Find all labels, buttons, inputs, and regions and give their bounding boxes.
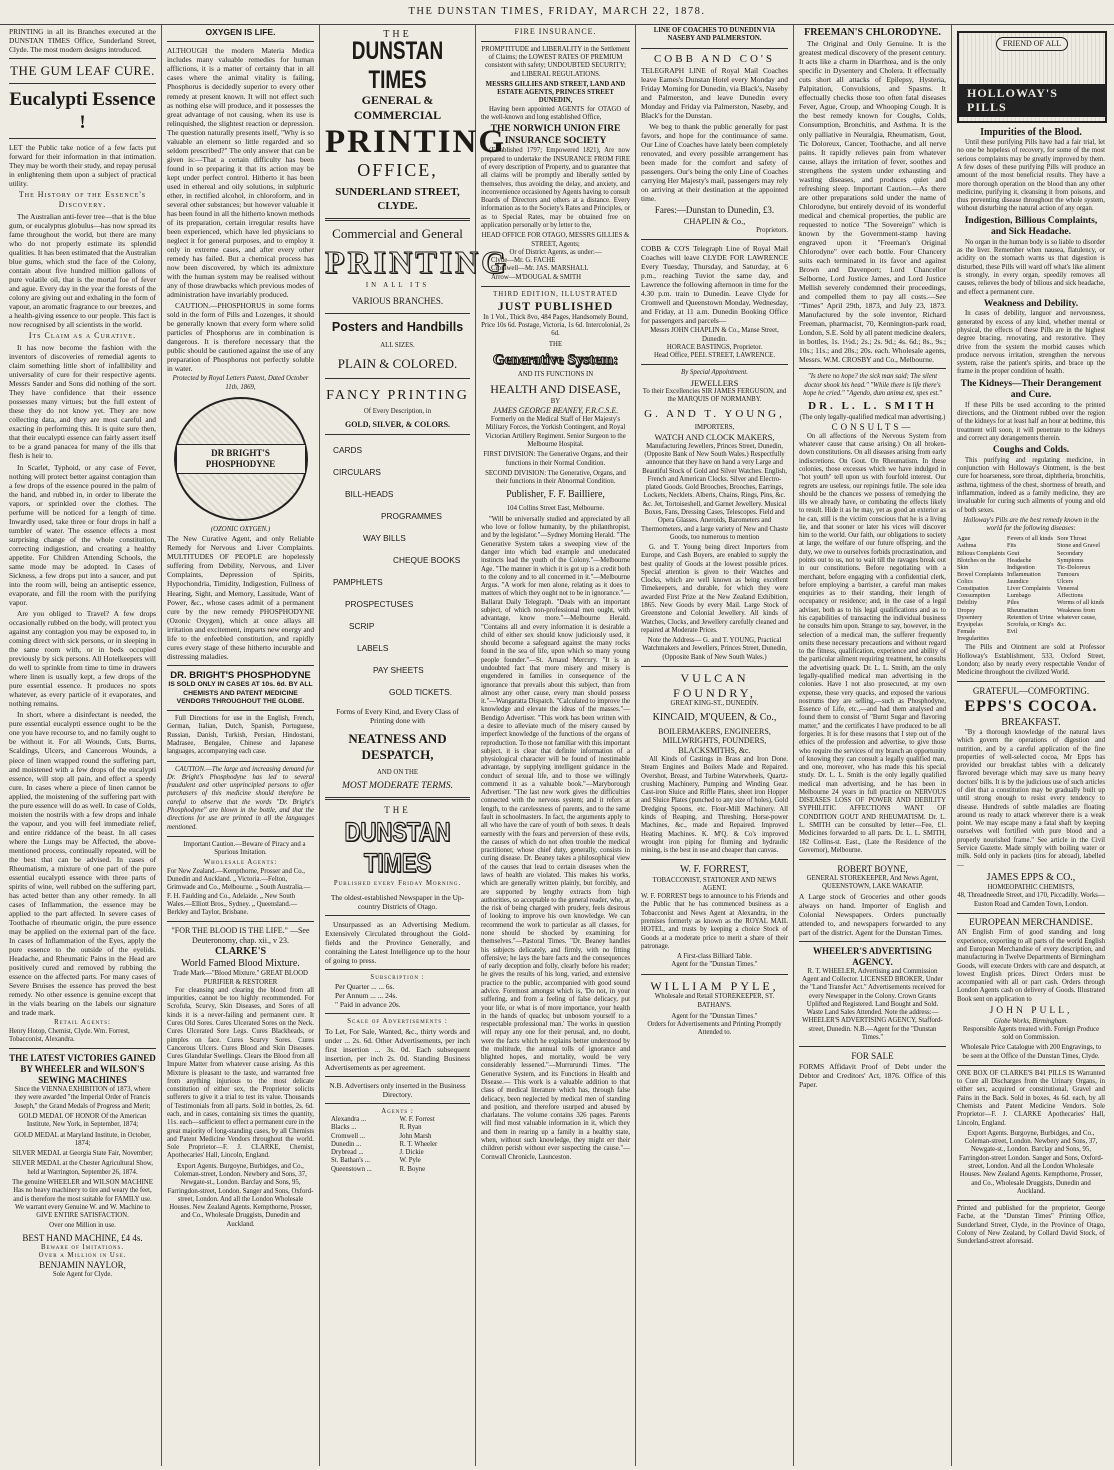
agent-name: R. Ryan [399,1124,422,1132]
naylor: BENJAMIN NAYLOR, [39,1260,126,1271]
chaplin: CHAPLIN & Co., [683,216,746,227]
billiard: A First-class Billiard Table. [677,953,752,961]
blood-mixture: World Famed Blood Mixture. [181,958,300,970]
impurities-text: Until these purifying Pills have had a fair trial, let no one be hopeless of recovery, for some of the most serious complaints may be greatly improved by them. A few doses of these purifying Pills will produce an amount of the most beneficial results. They have a more thorough operation on the blood than any other medicine, purifying it, cleansing it from poisons, and thus preventing disease throughout the whole system, without disturbing the natural action of any organ. [957,139,1105,213]
author-text: Formerly on the Medical Staff of Her Majesty's Military Forces, the Yorkish Contingent, and Royal Victorian Artillery Regiment. Senior Surgeon to the Melbourne Hospital. [485,416,626,449]
fire-title: FIRE INSURANCE. [514,27,597,36]
disease: Tic-Doloreux [1057,563,1091,571]
commercial-general: Commercial and General [332,226,463,242]
european-title: EUROPEAN MERCHANDISE. [968,917,1094,928]
printing-list [333,439,470,703]
for-sale: FOR SALE [851,1051,894,1062]
cobb-2-text: COBB & CO'S Telegraph Line of Royal Mail Coaches will leave CLYDE FOR LAWRENCE Every Tuesday, Thursday, and Saturday, at 6 p.m., reaching Tuviot the same day, and Lawrence the following afternoon in time for the 4.30 p.m. train to Dunedin. Leave Clyde for Cromwell and Queenstown Monday, Wednesday, and Friday, at 11 a.m. Dunedin Booking Office for passengers and parcels— [641,244,788,326]
forms-text: Forms of Every Kind, and Every Class of Printing done with [336,706,459,725]
office-heading: OFFICE, [357,160,438,181]
globe-works: Globe Works, Birmingham. [993,1017,1069,1025]
epps-title: EPPS'S COCOA. [964,698,1098,716]
list-item: LABELS [357,642,389,653]
gillies: MESSRS GILLIES AND STREET, LAND AND ESTATE AGENTS, PRINCES STREET DUNEDIN, [485,80,626,105]
coughs-text: This purifying and regulating medicine, in conjunction with Holloway's Ointment, is the best cure for hoarseness, sore throat, diphtheria, bronchitis, asthma, tightness of the chest, shortness of breath, and inflammation, indeed as a family medicine, they are invaluable for curing such ailments of young and old of both sexes. [957,456,1105,514]
eucalypti-intro: LET the Public take notice of a few facts put forward for their information in that intimation. They may be worth their study, and repay perusal in enlightening them upon a subject of practical utility. [9,143,156,189]
list-item: PAY SHEETS [373,664,424,675]
oldest: The oldest-established Newspaper in the Up-country Districts of Otago. [330,892,465,911]
diseases-col-c [1057,535,1105,642]
publisher: Publisher, F. F. Bailliere, [506,489,605,501]
list-item: PAMPHLETS [333,576,383,587]
disease: Fits [1007,542,1017,550]
printing-heading: PRINTING [325,124,507,161]
disease: Dysentery [957,613,983,621]
agents-table [325,1116,470,1174]
disease: Jaundice [1007,578,1029,586]
disease: Asthma [957,542,977,550]
page-masthead: THE DUNSTAN TIMES, FRIDAY, MARCH 22, 1878. [0,0,1114,25]
disease: Dropsy [957,606,976,614]
young-text-2: G. and T. Young being direct Importers from Europe, and Cash Buyers, are enabled to supply the best quality of Goods at the lowest possible prices. Special attention is given to their Watches and Clocks, which are well known as being excellent Timekeepers, and durable, for which they were awarded First Prize at the New Zealand Exhibition, 1865. New Goods by every Mail. Large Stock of Greenstone and Colonial Jewellery. All kinds of Watches, Clocks, and Jewellery carefully cleaned and repaired at Moderate Prices. [641,544,788,634]
scale-text: To Let, For Sale, Wanted, &c., thirty words and under ... 2s. 6d. Other Advertisements, per inch first insertion ... 3s. 0d. Each subsequent insertion, per inch 2s. 0d. Standing Business Advertisements as per agreement. [325,1026,470,1072]
over-million: Over a Million in Use. [38,1251,127,1259]
unsurpassed: Unsurpassed as an Advertising Medium. Extensively Circulated throughout the Gold-fields and the Province Generally, and containing the Latest Intelligence up to the hour of going to press. [325,919,470,965]
grateful: GRATEFUL—COMFORTING. [972,686,1090,697]
diseases-col-b [1007,535,1055,642]
disease: Erysipelas [957,620,983,628]
disease: Consumption [957,592,991,600]
agent-name: John Marsh [399,1132,432,1140]
disease: Female Irregularities [957,627,989,643]
disease: Bilious Complaints [957,549,1005,557]
agent-town: Dunedin ... [331,1140,362,1148]
jewellers: JEWELLERS [690,377,739,388]
column-5 [636,25,794,1466]
victories-4: SILVER MEDAL at Georgia State Fair, November; [12,1150,153,1158]
kincaid: KINCAID, M'QUEEN, & Co., [652,711,777,723]
blood-text: For cleansing and clearing the blood from all impurities, cannot be too highly recommended. For Scrofula, Scurvy, Skin Diseases, and Sores of all kinds it is a never-failing and permanent cure. It Cures Old Sores. Cures Ulcerated Sores on the Neck. Cures Ulcerated Sore Legs. Cures Blackheads, or pimples on face. Cures Scurvy Sores. Cures Cancerous Ulcers. Cures Blood and Skin Diseases. Cures Glandular Swellings. Clears the Blood from all Impure Matter from whatever cause arising. As this Mixture is pleasant to the taste, and warranted free from anything injurious to the most delicate constitution of either sex, the Proprietor solicits sufferers to give it a trial to test its value. Thousands of Testimonials from all parts. Sold in bottles, 2s. 6d. each, and in cases, containing six times the quantity, 11s. each—sufficient to effect a permanent cure in the great majority of long-standing cases, by all Chemists and Patent Medicine Vendors throughout the world. Sole Proprietor—F. J. CLARKE, Chemist, Apothecaries' Hall, Lincoln, England. [167,986,314,1160]
european-text: AN English Firm of good standing and long experience, exporting to all parts of the world English and European Merchandise of every description, and manufacturing in Twelve Departments of Birmingham Goods, will execute Orders with care and despatch, at lowest English prices. Direct Orders must be accompanied with all or part cash. Orders through London Agents cash on delivery of Goods. Illustrated Book sent on application to [957,929,1105,1003]
disease: Colics [957,578,973,586]
moderate-terms: MOST MODERATE TERMS. [341,780,454,791]
protected: Protected by Royal Letters Patent, Dated October 11th, 1869, [172,375,309,391]
published: Published every Friday Morning. [333,880,462,888]
agent-name: J. Dickie [399,1149,424,1157]
phosphodyne-seal [174,397,308,521]
agent-town: Cromwell ... [331,1132,365,1140]
young-address: Note the Address— G. and T. YOUNG, Practical Watchmakers and Jewellers, Princes Street, Dunedin, (Opposite Bank of New South Wales.) [642,637,787,661]
agent-town: Drybread ... [331,1149,364,1157]
disease: Headache [1007,556,1032,564]
forms-text: FORMS Affidavit Proof of Debt under the Debtor and Creditors' Act, 1876. Office of this Paper. [799,1062,946,1090]
agent-name: W. Pyle [399,1157,421,1165]
dunstan-times-title: DUNSTAN TIMES [351,38,444,95]
cobb-text-2: We beg to thank the public generally for past favors, and hope for the continuance of same. Our Line of Coaches have lately been completely renovated, and every possible arrangement has been made for the comfort and safety of passengers. Our's being the only Line of Coaches carrying Her Majesty's mail, passengers may rely on arriving at their destination at the appointed time. [641,122,788,204]
boyne-title: ROBERT BOYNE, [837,864,908,875]
imprint: Printed and published for the proprietor, George Fache, at the "Dunstan Times" Printing Office, Sunderland Street, Clyde, in the Province of Otago, Colony of New Zealand, by Collard David Stock, of Sunderland-street aforesaid. [957,1205,1105,1246]
eucalypti-heading: Eucalypti Essence ! [9,88,156,134]
impurities-title: Impurities of the Blood. [980,127,1082,138]
caution-2: CAUTION.—The large and increasing demand for Dr. Bright's Phosphodyne has led to several fraudulent and other unprincipled persons to offer purchasers of this medicine should therefore be careful to observe that the words "Dr. Bright's Phosphodyne" are blown in the bottle, and that the directions for use are printed in all the languages mentioned. [167,765,314,831]
agent-name: R. Boyne [399,1165,426,1173]
gold-silver: GOLD, SILVER, & COLORS. [344,420,451,430]
kidneys-title: The Kidneys—Their Derangement and Cure. [960,378,1102,401]
directions: Full Directions for use in the English, French, German, Italian, Dutch, Spanish, Portuguese, Russian, Danish, Turkish, Persian, Hindostani, Madrasee, Bengalee, Chinese and Japanese languages, accompanying each case. [167,715,314,756]
boilermakers: BOILERMAKERS, ENGINEERS, MILLWRIGHTS, FOUNDERS, BLACKSMITHS, &c. [658,726,771,756]
bastings: HORACE BASTINGS, Proprietor. [666,343,763,351]
dunstan-times-title-2: DUNSTAN TIMES [344,817,451,879]
breakfast: BREAKFAST. [1001,716,1061,728]
freeman-title: FREEMAN'S CHLORODYNE. [804,27,941,38]
cobb-title: COBB AND CO'S [653,52,776,65]
list-item: CHEQUE BOOKS [393,554,461,565]
arrow-agent: Arrow—M'DOUGAL & SMITH [491,273,582,281]
victories-6: The genuine WHEELER and WILSON MACHINE Has no heavy machinery to tire and weary the feet, and is therefore the most suitable for FAMILY use. We warrant every Genuine W. and W. Machine to GIVE ENTIRE SATISFACTION. [12,1178,153,1220]
clyde-agent: Clyde—Mr. G. FACHE [491,257,556,265]
watch-makers: WATCH AND CLOCK MAKERS, [654,432,775,443]
victories-7: Over one Million in use. [49,1222,116,1230]
agent-name: W. F. Forrest [399,1116,435,1124]
responsible: Responsible Agents treated with. Foreign Produce sold on Commission. [962,1025,1100,1042]
young-text: Manufacturing Jewellers, Princes Street, Dunedin, (Opposite Bank of New South Wales.) Respectfully announce that they have on hand a very Large and Beautiful Stock of Gold and Silver Watches. English, French and American Clocks. Silver and Electro-plated Goods. Gold Brooches, Brooches, Earrings, Lockets, Necklets. Alberts, Chains, Rings, Pins, &c. &c. Jet, Tortoiseshell, and Garnet Jewellery. Musical Boxes, Fans, Dressing Cases, Telescopes. Field and Opera Glasses. Aneroids, Barometers and Thermometers, and a large variety of New and Chaste Goods, too numerous to mention [641,442,788,541]
fares: Fares:—Dunstan to Dunedin, £3. [654,205,775,216]
disease: Debility [957,599,978,607]
proprietors: Proprietors. [756,226,788,234]
weakness-text: In cases of debility, languor and nervousness, generated by excess of any kind, whether mental or physical, the effects of these Pills are in the highest degree bracing, renovating, and restorative. They drive from the system the morbid causes which produce nervous irritation, strengthen the nervous system, raise the patient's spirits, and brace up the frame in the proper condition of health. [957,310,1105,376]
fire-text: PROMPTITUDE and LIBERALITY in the Settlement of Claims; the LOWEST RATES OF PREMIUM consistent with safety; UNDOUBTED SECURITY; and LIBERAL REGULATIONS. [481,45,630,78]
smith-title: DR. L. L. SMITH [808,400,937,413]
seal-caption: (OZONIC OXYGEN.) [210,526,271,534]
pyle-orders: Orders for Advertisements and Printing Promptly Attended to. [647,1021,782,1037]
clarke: CLARKE'S [214,945,267,957]
blood-quote: "FOR THE BLOOD IS THE LIFE." —See Deuteronomy, chap. xii., v 23. [171,926,310,946]
beware: Beware of Imitations. [40,1243,125,1251]
reviews: "Will be universally studied and appreciated by all who love or follow humanity, by the philanthropist, and by the legislator."—Sydney Morning Herald. "The Generative System takes a sweeping view of the danger into which bad example and uneducated instincts lead the youth of the Colony."—Melbourne Age. "The manner in which it is got up is a credit both to the colony and to all concerned in it."—Melbourne Argus. "A work for men alone, relating as it does to matters of which they ought not to be in ignorance."—Ballarat Daily Telegraph. "Deals with an important subject, of which non-professional men ought, with advantage, know more."—Melbourne Herald. "Contains all and every information it is desirable a child of either sex should know judiciously used, it should become a safeguard against the many rocks found in the sea of life, upon which so many young people founder."—St. Arnaud Mercury. "It is an undoubted fact that more misery and misery is engendered in families in consequence of the ignorance that prevails about this subject, than from almost any other cause, every man should possess it."—Wangaratta Dispatch. "Calculated to improve the knowledge and elevate the ideas of the masses."—Bendigo Advertiser. "This work has been written with a desire to alleviate much of the misery caused by imperfect knowledge of the functions of the organs of reproduction. To those not familiar with this important subject, it is clear that definite information of a physiological character will be found of inestimable advantage, by supplying intelligent guidance in the conduct of sexual life, and to those we willingly commend it as a valuable book."—Maryborough Advertiser. "The last new work gives the difficulties connected with the nervous system; and it refers at length, to the carelessness of parents, and to the same fault in schoolmasters. In fact, the arguments apply to all who have the care of youth of both sexes. It deals earnestly with the fears and perversion of these evils, the causes of which do not often trouble the medical practitioner, whose chief duty, generally, consists in curing disease. Dr. Beaney takes a philosophical view of the causes that lead to certain diseases when the laws of health are violated. This makes his works, which are generally written plainly, but forcibly, and are supported by lengthy extracts from high authorities, so acceptable to the general reader, who, at the risk of being charged with prudery, feels desirous of looking to improve his own knowledge. We can recommend the work to particular as all classes, for none should be shocked by examining for themselves."—Pastoral Times. "Dr. Beaney handles his subjects delicately, and firmly, with no fitting offensive; he lays the bare facts and the consequences of early deception and folly, clearly before his reader; he gives the results of his long, varied, and extensive practice to the public, accompanied with good sound advice. Foremost amongst which is, 'Do not, in your suffering, and from a feeling of false delicacy, put your life, or what is of more importance, your health in the hands of quacks; but unbosom yourself to a respectable professional man.' The works in question will repay any one for their perusal, and, no doubt, were the facts which he explains better understood by the multitude, the annual tolls of ignorance and blighted hopes, and mortality, would be very considerably lessened."—Murrurundi Times. "The Generative System, and its Functions in Health and Disease.— This work is a valuable addition to that class of medical literature which has, through false delicacy, been neglected by medical men of standing and position, and therefore usurped and abused by charlatans. The volume contains 326 pages. Parents will find most valuable information in it, which they and them in rearing up a family in a healthy state, when, without such knowledge, they might err their children perish without ever suspecting the cause."—Cornwall Chronicle, Launceston. [481,515,631,1161]
kidneys-text: If these Pills be used according to the printed directions, and the Ointment rubbed over the region of the kidneys for at least half an hour at bedtime, this treatment will soon, it will penetrate to the kidneys and correct any derangements therein. [957,401,1105,442]
disease: Tumours [1057,570,1080,578]
disease: Piles [1007,599,1020,607]
list-item: CARDS [333,444,363,455]
great-king: GREAT KING-ST., DUNEDIN. [670,700,759,708]
disease: Bowel Complaints [957,570,1004,578]
wholesale-catalogue: Wholesale Price Catalogue with 200 Engravings, to be seen at the Office of the Dunstan Times, Clyde. [960,1044,1102,1060]
just-published: JUST PUBLISHED [497,299,614,314]
disease: Blotches on the Skin [957,556,996,571]
uses-text: In Scarlet, Typhoid, or any case of Fever, nothing will protect better against contagion than a few drops of the essence poured in the palm of the hand, and rubbed in, in order to liberate the vapors, or sprinkled over the clothes. The perfume will be noticed for a length of time. Inwardly used, take three or four drops in half a tumbler of water. The essence effects a most surprising change of the whole constitution, correcting indigestion, and creating a healthy appetite. For Children Attending Schools, the same mode may be adopted. In Cases of Sickness, a few drops put into a saucer, and put into the room will, being an antiseptic essence, evaporate, and fill the room with the purifying vapor. [9,462,156,607]
head-office-lawrence: Head Office, PEEL STREET, LAWRENCE. [653,352,776,360]
victories-2: GOLD MEDAL OF HONOR Of the American Institute, New York, in September, 1874; [18,1113,147,1129]
disease: Retention of Urine [1007,613,1054,621]
sunderland-street: SUNDERLAND STREET, CLYDE. [335,186,460,212]
important-caution: Important Caution.—Beware of Piracy and a Spurious Imitation. [183,840,306,857]
posters-handbills: Posters and Handbills [331,320,464,335]
wholesale-agents: For New Zealand.—Kempthorne, Prosser and Co., Dunedin and Auckland. „ Victoria.—Felton, Grimwade and Co., Melbourne. „ South Australia.—F. H. Faulding and Co., Adelaide. „ New South Wales.—Elliott Bros., Sydney. „ Queensland.—Berkley and Taylor, Brisbane. [167,867,311,917]
column-7 [952,25,1110,1466]
sub-annum: Per Annum ... ... 24s. [335,991,398,1001]
disease: Lumbago [1007,592,1031,600]
printing-outline: PRINTING [325,244,510,281]
third-edition: THIRD EDITION, ILLUSTRATED [493,290,618,298]
forrest-text: W. F. FORREST begs to announce to his Friends and the Public that he has commenced business as a Tobacconist and News Agent at Alexandra, in the premises formerly as known as the ROYAL MAIL HOTEL, and trusts by keeping a choice Stock of Goods at a moderate price to merit a share of their patronage. [641,893,788,950]
export-agents: Export Agents. Burgoyne, Burbidges, and Co., Coleman-street, London. Newbery and Sons, 37, Newgate-st., London. Barclay and Sons, 95, Farringdon-street, London. Sanger and Sons, Oxford-street, London. And all the London Wholesale Houses. New Zealand Agents. Kempthorne, Prosser, and Co., Wholesale Druggists, Dunedin and Auckland. [167,1162,314,1228]
gum-leaf-title: THE GUM LEAF CURE. [10,63,155,79]
forrest-sub: TOBACCONIST, STATIONER AND NEWS AGENT. [652,876,777,892]
generative-system: Generative System: [492,351,619,368]
disease: Gout [1007,549,1020,557]
fancy-printing: FANCY PRINTING [326,387,469,403]
export-agents-2: Export Agents. Burgoyne, Burbidges, and Co., Coleman-street, London. Newbery and Sons, 37, Newgate-st., London. Barclay and Sons, 95, Farringdon-street London. Sanger and Sons, Oxford-street, London. And all the London Wholesale Houses. New Zealand Agents. Kempthorne, Prosser, and Co., Wholesale Druggists, Dunedin and Auckland. [958,1129,1104,1195]
boyne-text: A Large stock of Groceries and other goods always on hand. Importer of English and Colonial Newspapers. Orders punctually attended to, and newspapers forwarded to any part of the district. Agent for the Dunstan Times. [799,891,946,937]
victories-title: THE LATEST VICTORIES GAINED BY WHEELER and WILSON'S SEWING MACHINES [9,1053,156,1086]
agent-town: Queenstown ... [331,1165,372,1173]
indigestion-title: Indigestion, Billious Complaints, and Sick Headache. [964,215,1098,238]
diseases-table [957,535,1105,642]
publisher-address: 104 Collins Street East, Melbourne. [506,504,605,512]
phosphorus-caution: CAUTION.—PHOSPHORUS in some forms sold in the form of Pills and Lozenges, it should be generally known that every form where solid particles of Phosphorus are in combination is dangerous. It is therefore necessary that the public should be cautioned against the use of any preparation of Phosphorus not perfectly soluble in water. [167,301,314,374]
boyne-sub: GENERAL STOREKEEPER, And News Agent, QUEENSTOWN, LAKE WAKATIP. [806,875,939,891]
every-description: Of Every Description, in [363,407,432,415]
printing-notice: PRINTING in all its Branches executed at the DUNSTAN TIMES Office, Sunderland Street, Clyde. The most modern designs introduced. [9,27,156,55]
norwich-text: (Established 1797; Empowered 1821), Are now prepared to undertake the INSURANCE FROM FIRE of every description of Property, and to guarantee that all claims will be promptly and liberally settled by themselves, thus avoiding the delay, and anxiety, and inconvenience occasioned by Agents having to consult Boards of Directors and others at a distance. Every information as to the Society's Rates and Principles, or as to Special Rates, may be obtained free on application personally or by letter to the, [481,147,630,229]
list-item: CIRCULARS [333,466,381,477]
cobb-text: TELEGRAPH LINE of Royal Mail Coaches leave Eames's Dunstan Hotel every Monday and Friday Morning for Dunedin, via Black's, Naseby and Palmerston, and leave Dunedin every Monday and Friday via Palmerston, Naseby, and Black's for the Dunstan. [641,65,788,121]
first-division: FIRST DIVISION: The Generative Organs, and their functions in their Normal Condition. [483,451,628,467]
john-pull: JOHN PULL, [989,1005,1073,1016]
vulcan-title: VULCAN FOUNDRY, [673,671,756,700]
functions-label: AND ITS FUNCTIONS IN [517,371,594,379]
claim-text: It has now become the fashion with the inventors of discoveries of remedial agents to claim something little short of infallibility and universality of cure for their respective agents. Messrs Sander and Sons did nothing of the sort. They have confidence that their essence possesses many virtues; but the full extent of these they do not know yet. They are now collecting data, and they are most careful and exacting in performing this. It is quite sure then, that their eucalypti essence can fairly assert itself to be a grand panacea for many of the ills that flesh is heir to. [9,343,156,461]
various-branches: VARIOUS BRANCHES. [351,296,444,307]
all-sizes: ALL SIZES. [380,341,415,349]
retail-agents-title: Retail Agents: [54,1019,111,1027]
disease: Venereal Affections [1057,585,1084,600]
freeman-text: The Original and Only Genuine. It is the greatest medical discovery of the present century. It acts like a charm in Diarrhœa, and is the only specific in Dysentery and Cholera. It effectually cuts short all attacks of Epilepsy, Hysteria, Palpitation, Convulsions, and Spasms. It effectually checks those too often fatal diseases Fever, Ague, Croup, and Whooping Cough. It is the best remedy known for Coughs, Colds, Consumption, Bronchitis, and Asthma. It is the only palliative in Neuralgia, Rheumatism, Gout, Tic Doloreux, Cancer, Toothache, and all nerve pains. It rapidly relieves pain from whatever cause, allays the irritation of fever, soothes and strengthens the system under exhausting and wasting diseases, and produces quiet and refreshing sleep. Important Caution.—As there are other preparations sold under the name of Chlorodyne, but entirely devoid of its wonderful medical and chemical properties, the public are requested to notice "The Sovereign" which is known by the Government-stamp having engraved upon it "Freeman's Original Chlorodyne" over each bottle. Four Chancery suits each terminated in its favor and against Brown and Davenport; Lord Chancellor Selborne, Lord Justice James, and Lord Justice Mellish severely condemned their proceedings, and compelled them to pay all costs.—See "Times" April 29th, 1873, and July 23, 1873. Manufactured by the sole inventor, Richard Freeman, pharmacist, 70, Kennington-park road, London, S.E. Sold by all patent medicine dealers, in bottles, 1s. 1½d.; 2s.; 2s. 9d.; 4s. 6d.; 8s., 9s.; 10s.; 11s.; and 20s.; 20s. each. Wholesale agents, Messrs. W.M. CROSBY and Co., Melbourne. [799,39,946,365]
column-2 [162,25,320,1466]
disease: Fevers of all kinds [1007,535,1053,543]
homeopathic: HOMŒOPATHIC CHEMISTS, [987,883,1075,891]
naylor-sub: Sole Agent for Clyde. [52,1271,113,1279]
disease: Inflammation [1007,570,1041,578]
disease: Constipation [957,585,989,593]
coach-title: LINE OF COACHES TO DUNEDIN VIA NASEBY AND PALMERSTON. [653,27,776,43]
list-item: WAY BILLS [363,532,406,543]
nb-text: N.B. Advertisers only inserted in the Business Directory. [329,1080,466,1099]
disease: Scrofula, or King's Evil [1007,620,1054,635]
column-3 [320,25,510,1466]
quote: "Is there no hope? the sick man said; The silent doctor shook his head." "While there is life there's hope he cried." "Agendo, dum anima est, spes est." [803,373,942,397]
chaplin-2: Messrs JOHN CHAPLIN & Co., Manse Street, Dunedin. [650,327,779,343]
weakness-title: Weakness and Debility. [983,298,1079,309]
wheeler-text: R. T. WHEELER, Advertising and Commission Agent and Collector. LICENSED BROKER, Under the "Land Transfer Act." Advertisements received for every Newspaper in the Colony. Crown Grants Uplifted and Registered. Land Bought and Sold. Waste Land Sales Attended. Note the address:— WHEELER'S ADVERTISING AGENCY, Stafford-street, Dunedin. N.B.—Agent for the "Dunstan Times." [799,967,946,1042]
in-all-its: IN ALL ITS [365,282,430,290]
by-label: BY [550,398,561,406]
district-agents: Or of District Agents, as under:— [509,248,602,256]
remedy-note: Holloway's Pills are the best remedy known in the world for the following diseases: [963,516,1099,533]
the-label: THE [383,29,412,40]
the-3: THE [548,340,563,348]
emblem-band: HOLLOWAY'S PILLS [959,84,1105,117]
head-office: HEAD OFFICE FOR OTAGO, MESSRS GILLIES & STREET, Agents; [481,232,630,248]
jewellers-text: To their Excellencies SIR JAMES FERGUSON, and the MARQUIS OF NORMANBY. [642,388,787,404]
smith-sub: (The only legally-qualified medical man advertising.) [799,413,946,421]
holloway-emblem [957,31,1107,123]
the-label-2: THE [384,805,411,816]
disease: Ague [957,535,971,543]
forrest-agent: Agent for the "Dunstan Times." [671,961,758,969]
retail-agents: Henry Hotop, Chemist, Clyde. Wm. Forrest, Tobacconist, Alexandra. [9,1027,130,1043]
history-title: The History of the Essence's Discovery. [18,190,147,210]
gillies-text: Having been appointed AGENTS for OTAGO of the well-known and long established Office, [481,105,630,121]
second-division: SECOND DIVISION: The Generative, Organs, and their functions in their Abnormal Condition. [485,469,626,486]
ointment-note: The Pills and Ointment are sold at Professor Holloway's Establishment, 533, Oxford Street, London; also by nearly every respectable Vendor of Medicine throughout the civilized World. [957,644,1105,677]
disease: Sore Throat [1057,535,1087,543]
consults: CONSULTS— [831,421,914,432]
author: JAMES GEORGE BEANEY, F.R.C.S.E. [492,406,619,416]
wheeler-title: WHEELER'S ADVERTISING AGENCY. [813,945,932,967]
sub-paid: " Paid in advance 20s. [335,1000,401,1010]
curative-text: The New Curative Agent, and only Reliable Remedy for Nervous and Liver Complaints. MULTITUDES OF PEOPLE are hopelessly suffering from Debility, Nervous, and Liver Complaints, Depression of Spirits, Hypochondria, Timidity, Indigestion, Fullness of Hearing, Sight, and Memory, Lassitude, Want of Power, &c., whose cases admit of a permanent cure by the new remedy PHOSPHODYNE (Ozonic Oxygen), which at once allays all irritation and excitement, imparts new energy and life to the enfeebled constitution, and rapidly cures every stage of these hitherto incurable and distressing maladies. [167,534,315,661]
emblem-top-label: FRIEND OF ALL [996,37,1068,51]
disease: Liver Complaints [1007,585,1051,593]
pyle-agent: Agent for the "Dunstan Times." [671,1012,758,1020]
sub-quarter: Per Quarter ... ... 6s. [335,982,395,992]
disease: Rheumatism [1007,606,1039,614]
neatness: NEATNESS AND DESPATCH, [348,730,447,762]
pyle-title: WILLIAM PYLE, [650,978,779,993]
oxygen-title: OXYGEN IS LIFE. [205,27,276,37]
victories-5: SILVER MEDAL at the Chester Agricultural Show, held at Warrington, September 26, 1874. [12,1160,153,1176]
special-appointment: By Special Appointment. [681,369,748,377]
epps-co: JAMES EPPS & CO., [986,871,1076,883]
norwich-title: THE NORWICH UNION FIRE INSURANCE SOCIETY [490,124,621,146]
general-commercial: GENERAL & COMMERCIAL [353,93,442,122]
importers: IMPORTERS, [694,424,735,432]
bright-title: DR. BRIGHT'S PHOSPHODYNE [170,669,311,681]
disease: Stone and Gravel [1057,542,1100,550]
disease: Ulcers [1057,578,1074,586]
scale-title: Scale of Advertisements : [347,1018,448,1026]
agent-town: St. Bathan's ... [331,1157,370,1165]
victories-1: Since the VIENNA EXHIBITION of 1873, where they were awarded "the Imperial Order of Francis Joseph," the Grand Medals of Progress and Merit; [14,1086,151,1110]
smith-text: On all affections of the Nervous System from whatever cause that cause arising.) On all broken-down constitutions. On all diseases arising from early indiscretions. On Gout. On Rheumatism. In these colonies, those excesses which we have indulged in "hot youth" tell upon us with fourfold interest. Our regrets are useless, our repinings futile. The sole idea should be the chances we possess of remedying the ills we already have, or combating the effects likely to result. Hide it as he may, yet as good an exterior as he can, still is the victim conscious that he is a living lie, and that sooner or later his vices will discover him to the world. Our faith, our obligations to society at large, the welfare of our future offspring, and the duty, we owe to ourselves forbids procrastination, and points out to us, not to wait till the ravages break out in our constitutions. Before negotiating with a merchant, before engaging with a confidential clerk, before employing a barrister, a careful man makes enquiries as to their standing, their length of occupancy or residence; and, in the case of a legal adviser, both as to his legal qualifications and as to his capabilities of transacting the individual business he consults him upon. Strange to say, however, in the selection of a medical man, the sufferer frequently omits these necessary precautions and without regard to the fitness, qualification, experience and ability of the particular ailment requiring treatment, he consults the advertising quack. Dr. L. L. Smith, am the only legally-qualified medical man advertising in the colonies. Have I not also prosecuted, at my own expense, these very quacks, and exposed the various nostrums they are selling,—such as Phosphodyne, Essence of Life, etc.,—and had them analysed and found them to consist of "Burnt Sugar and flavoring matter," and the certificates I have produced to be all forgeries. It is for these reasons that I step out of the ethics of the profession and advertise, to give those who require the services of my branch an opportunity of knowing they can consult a legally qualified man, and one, moreover, who has made this his special study. Dr. L. L. Smith is the only legally qualified medical man advertising, and he has been in Melbourne 24 years in full practice on NERVOUS DISEASES LOSS OF POWER AND DEBILITY SYPHILITIC AFFECTIONS WANT OF CONDITION GOUT AND RHEUMATISM. Dr. L. L. SMITH can be consulted by letter—Fee, £1. Medicines forwarded to all parts. Dr. L. L. SMITH, 182 Collins-st. East., (Late the Residence of the Governor), Melbourne. [799,432,946,854]
clarke-box: ONE BOX OF CLARKE'S B41 PILLS IS Warranted to Cure all Discharges from the Urinary Organs, in either sex, acquired or constitutional, Gravel and Pains in the Back. Sold in boxes, 4s 6d. each, by all Chemists and Patent Medicine Vendors. Sole Proprietor—F. J. CLARKE Apothecaries' Hall, Lincoln, England. [957,1069,1105,1127]
diseases-col-a [957,535,1005,642]
travel-text: Are you obliged to Travel? A few drops occasionally rubbed on the body, will protect you against any contagion you may be exposed to, in coming direct with sick persons, or in sleeping in the same room with, or in beds occupied previously by sick persons. All Hotelkeepers will do well to sprinkle from time to time in drawers where linen is usually kept, a few drops of the pure essential essence. It produces no spots whatever, as every particle of it evaporates, and nothing remains. [9,609,156,709]
victories-3: GOLD MEDAL at Maryland Institute, in October, 1874; [14,1131,151,1147]
subscription-title: Subscription : [370,973,425,981]
indigestion-text: No organ in the human body is so liable to disorder as the liver. Remember when nausea, flatulency, or acidity on the stomach warns us that digestion is disturbed, these Pills will ward off what's like aliment is strongly, in every organ, speedily removes all causes, relieves the body of bilious and sick headache, and effect a permanent cure. [957,238,1105,296]
list-item: GOLD TICKETS. [389,686,453,697]
and-on-the: AND ON THE [376,768,419,776]
plain-colored: PLAIN & COLORED. [337,355,458,371]
wholesale-title: Wholesale Agents: [203,859,278,867]
agent-town: Blacks ... [331,1124,357,1132]
just-text: In 1 Vol., Thick 8vo, 484 Pages, Handsomely Bound, Price 10s 6d. Postage, Victoria, 1s 6d. Intercolonial, 2s 6d. [481,313,630,338]
pyle-sub: Wholesale and Retail STOREKEEPER, ST. BATHAN'S. [654,993,775,1009]
list-item: PROSPECTUSES [345,598,414,609]
disease: Secondary Symptoms [1057,549,1084,564]
list-item: BILL-HEADS [345,488,394,499]
bright-sub: IS SOLD ONLY IN CASES AT 10s. 6d. BY ALL CHEMISTS AND PATENT MEDICINE VENDORS THROUGHOUT THE GLOBE. [168,681,313,705]
disease: Worms of all kinds [1057,599,1105,607]
epps-text: "By a thorough knowledge of the natural laws which govern the operations of digestion and nutrition, and by a careful application of the fine properties of well-selected cocoa, Mr Epps has provided our breakfast tables with a delicately flavored beverage which may save us many heavy doctors' bills. It is by the judicious use of such articles of diet that a constitution may be gradually built up until strong enough to resist every tendency to disease. Hundreds of subtle maladies are floating around us ready to attack wherever there is a weak point. We may escape many a fatal shaft by keeping ourselves well fortified with pure blood and a properly nourished frame." See article in the Civil Service Gazette. Made simply with boiling water or milk. Sold only in packets (tins for abroad), labelled— [957,729,1105,869]
column-4 [476,25,636,1466]
column-1 [4,25,162,1466]
list-item: PROGRAMMES [381,510,442,521]
column-6 [794,25,952,1466]
history-text: The Australian anti-fever tree—that is the blue gum, or eucalyptus globulus—has now spread its fame throughout the world, but there are many who do not properly estimate its splendid qualities. It has been estimated that the Australian blue gums, which stud the face of the Colony, contain about five hundred million gallons of pure volatile oil, that is the mortal foe of fever and ague. Every day in the year the forests of the colony are giving out and exhaling in the form of vapour, an aromatic fragrance to our breezes, and a health-giving essence to our people. This fact is now recognised by all scientists in the world. [9,211,156,330]
agent-town: Alexandra ... [331,1116,367,1124]
oxygen-text: ALTHOUGH the modern Materia Medica includes many valuable remedies for human afflictions, it is a matter of certainty that in all cases where the animal vitality is failing, Phosphorus is decidedly superior to every other remedy at present known. It will not effect such as nothing else will produce, and it possesses the great advantage of not causing, when its use is relinquished, the slightest reaction or depression. The question naturally presents itself, "Why is so valuable an element so little regarded and so seldom prescribed?" The only answer that can be given is:—That a certain difficulty has been found in so preparing it that its action may be kept under perfect control. Hitherto it has been used in ethereal and oily solutions, in sulphuric ether, in rectified alcohol, in chloroform, and in several other substances; but however valuable it has been found in all the hitherto known methods of its preparation, certain irregular results have been experienced, which have led physicians to neglect it for general purposes, and to employ it only in extreme cases, and after every other remedy has failed. But a chemical process has now been discovered, by which its admixture with the human system may be realised without any of those drawbacks which previous modes of administration have invariably produced. [167,46,314,300]
more-text: In short, where a disinfectant is needed, the pure essential eucalypti essence ought to be the one you have recourse to, and no family ought to be without it. For all Wounds, Cuts, Burns, Scaldings, Ulcers, and Cancerous Wounds, a piece of linen wrapped round the suffering part, and moistened with a few drops of the eucalypti essence, will stop all pain, and effect a speedy cure. In cases where a piece of linen cannot be applied, the moistening of the suffering part with the pure essence will do as well. In case of Colds, moisten the nostrils with a few drops and inhale the vapour, and you will feel immediate relief, and entire riddance of the beast. In all cases where the Lungs may be Affected, the above-mentioned process, continually repeated, will be the best that can be advised. In cases of Rheumatism, a mixture of one part of the pure essential eucalypti essence with three parts of spirits of wine, well rubbed on the suffering part, has acted better than any other remedy. In all cases of Inflammation, the essence may be applied to the part affected. In severe cases of Toothache of rheumatic origin, the pure essence may be applied on the external part of the face. In cases of Inflammation of the Eyes, apply the pure essence to the outside of the eyelids. Headache, and Rheumatic Pains in the Head are positively cured and removed by rubbing the essence on the affected parts. For many cases of Severe Bruises the essence has proved the best remedy. No other essence is genuine except that in the vials bearing on the labels our signature and trade mark. [9,710,156,1018]
cromwell-agent: Cromwell—Mr. JAS. MARSHALL [491,265,589,273]
seal-label: DR BRIGHT'S PHOSPHODYNE [176,444,306,474]
coughs-title: Coughs and Colds. [992,445,1070,456]
list-item: SCRIP [349,620,375,631]
health-disease: HEALTH AND DISEASE, [490,381,621,396]
forrest-title: W. F. FORREST, [680,864,749,876]
agent-name: R. T. Wheeler [399,1140,438,1148]
young-title: G. AND T. YOUNG, [644,407,785,420]
vulcan-text: All Kinds of Castings in Brass and Iron Done. Steam Engines and Boilers Made and Repaired. Overshot, Breast, and Turbine Waterwheels, Quartz-crushing Machinery, Pumping and Winding Gear. Cast-iron Sluice and Riffle Plates, sheet iron Hopper and Sluice Plates (punched to any size of holes), Gold Dredging Spoons, etc. Flour-Mill Machinery. All kinds of Reaping, and Threshing, Horse-power Machines, &c., made and Repaired. Improved Heating Machines. K. M'Q. & Co's improved wrought iron piping for fluming and hydraulic mining, is the best in use and cheaper than canvas. [641,755,788,855]
epps-address: 48, Threadneedle Street, and 170, Piccadilly. Works—Euston Road and Camden Town, London. [957,892,1105,908]
columns [4,25,1110,1466]
agents-title: Agents : [381,1107,414,1115]
best-hand: BEST HAND MACHINE, £4 4s. [22,1232,143,1243]
claim-title: Its Claim as a Curative. [28,331,137,341]
subscription-rates [325,982,470,1009]
disease: Weakness from whatever cause, &c. [1057,606,1097,628]
blood-trade: Trade Mark—"Blood Mixture." GREAT BLOOD PURIFIER & RESTORER [173,970,308,986]
disease: Indigestion [1007,563,1035,571]
